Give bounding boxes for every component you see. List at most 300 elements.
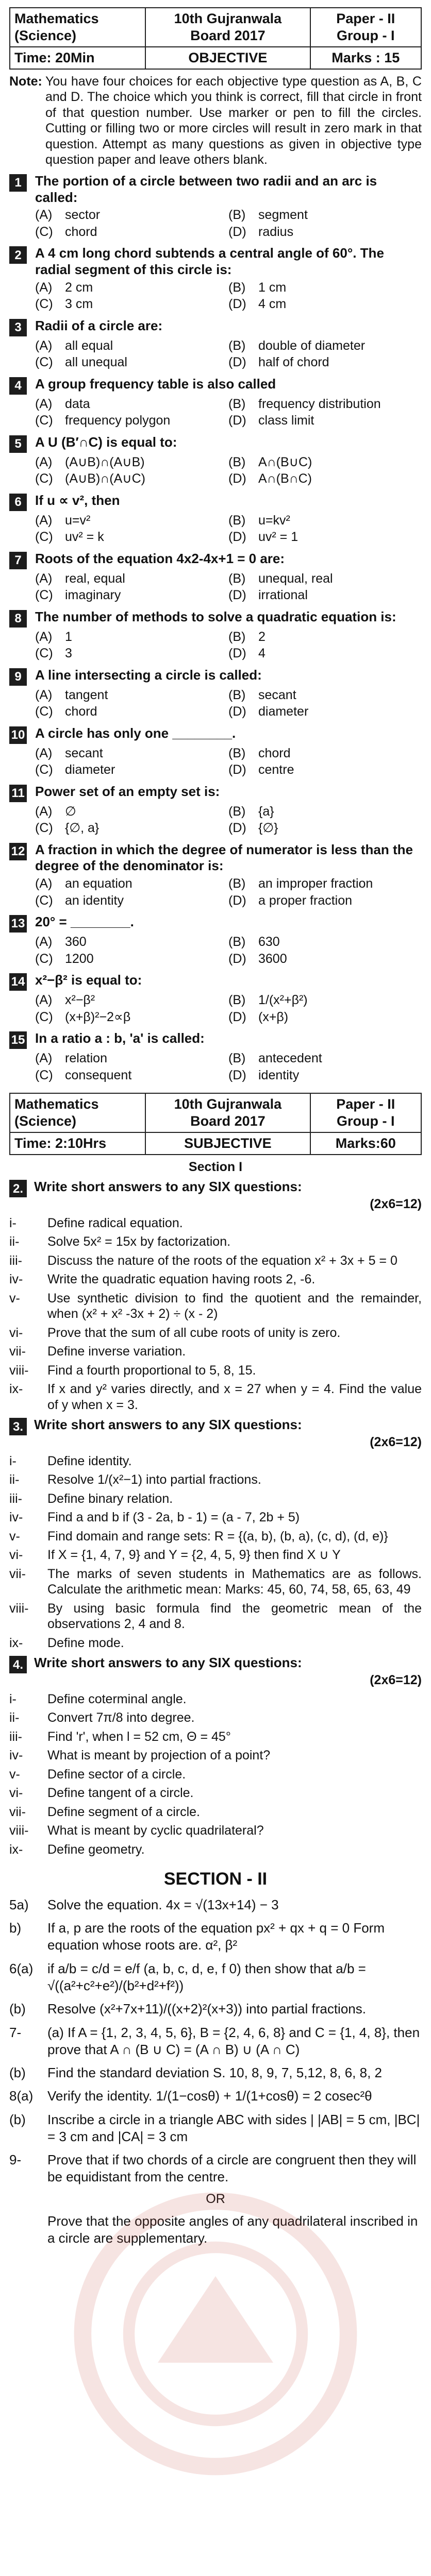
option[interactable] <box>35 454 228 471</box>
option-text: irrational <box>258 588 308 603</box>
short-question-item <box>9 1823 422 1839</box>
option-letter: (A) <box>35 876 53 891</box>
option[interactable] <box>35 934 228 951</box>
item-text: Resolve (x²+7x+11)/((x+2)²(x+3)) into partial fractions. <box>47 2001 366 2017</box>
option-text: 3 <box>65 646 72 661</box>
option-letter: (C) <box>35 530 53 545</box>
option-letter: (B) <box>228 993 246 1008</box>
mcq-options <box>35 279 422 313</box>
short-question-heading <box>9 1417 422 1435</box>
long-question-item <box>9 2213 422 2247</box>
short-question-item <box>9 1363 422 1379</box>
short-question-item <box>9 1729 422 1745</box>
item-text: If a, p are the roots of the equation px² + qx + q = 0 Form equation whose roots are. α², β² <box>47 1920 385 1953</box>
option[interactable] <box>35 207 228 224</box>
option[interactable] <box>228 224 422 241</box>
item-text: Prove that the sum of all cube roots of unity is zero. <box>47 1325 341 1340</box>
option[interactable] <box>35 587 228 604</box>
option-text: all unequal <box>65 355 127 370</box>
option-row <box>35 703 422 720</box>
mcq-stem <box>9 245 422 278</box>
question-text: A line intersecting a circle is called: <box>35 667 262 683</box>
option-text: segment <box>258 208 308 223</box>
item-number: 6(a) <box>9 1960 34 1976</box>
item-number: iv- <box>9 1748 23 1763</box>
option-letter: (B) <box>228 513 246 528</box>
marks-label: (2x6=12) <box>370 1197 422 1212</box>
option[interactable] <box>35 1009 228 1026</box>
option-letter: (B) <box>228 208 246 223</box>
option[interactable] <box>228 820 422 837</box>
option[interactable] <box>228 354 422 371</box>
question-text: Radii of a circle are: <box>35 317 163 333</box>
mcq-stem <box>9 318 422 336</box>
item-text: By using basic formula find the geometric mean of the observations 2, 4 and 8. <box>47 1601 422 1632</box>
option[interactable] <box>35 951 228 968</box>
mcq-stem <box>9 784 422 802</box>
short-question-item <box>9 1291 422 1322</box>
item-text: What is meant by cyclic quadrilateral? <box>47 1823 264 1838</box>
mcq-options <box>35 687 422 720</box>
option[interactable] <box>35 761 228 778</box>
long-question-item <box>9 2024 422 2059</box>
mcq-question <box>9 914 422 967</box>
option-letter: (C) <box>35 646 53 661</box>
option[interactable] <box>35 529 228 546</box>
option[interactable] <box>228 512 422 529</box>
item-text: If x and y² varies directly, and x = 27 when y = 4. Find the value of y when x = 3. <box>47 1382 422 1412</box>
option-row <box>35 412 422 429</box>
mcq-stem <box>9 434 422 453</box>
option[interactable] <box>228 892 422 909</box>
option-text: chord <box>65 224 97 239</box>
mcq-list <box>9 173 422 1083</box>
option[interactable] <box>35 470 228 487</box>
mcq-stem <box>9 842 422 874</box>
option-letter: (D) <box>228 1067 246 1082</box>
option-letter: (A) <box>35 935 53 950</box>
option-letter: (B) <box>228 396 246 411</box>
option-row <box>35 337 422 354</box>
option[interactable] <box>228 396 422 413</box>
mcq-options <box>35 512 422 546</box>
short-question-item <box>9 1453 422 1469</box>
option[interactable] <box>228 1067 422 1084</box>
option[interactable] <box>35 396 228 413</box>
option[interactable] <box>228 875 422 892</box>
long-question-item <box>9 1960 422 1995</box>
item-number: iv- <box>9 1272 23 1287</box>
item-number: iii- <box>9 1253 22 1268</box>
option-text: 1200 <box>65 951 94 966</box>
item-number: 9- <box>9 2152 22 2168</box>
item-text: Define coterminal angle. <box>47 1691 187 1706</box>
option-row <box>35 470 422 487</box>
option-row <box>35 875 422 892</box>
option-letter: (C) <box>35 893 53 908</box>
option-text: centre <box>258 762 294 777</box>
item-text: Solve 5x² = 15x by factorization. <box>47 1234 231 1249</box>
mcq-question <box>9 551 422 604</box>
mcq-options <box>35 934 422 967</box>
option-text: 360 <box>65 935 87 950</box>
option-letter: (D) <box>228 588 246 603</box>
mcq-stem <box>9 173 422 206</box>
item-number: ix- <box>9 1382 23 1397</box>
option-text: an equation <box>65 876 132 891</box>
item-text: Define mode. <box>47 1635 124 1650</box>
long-question-item <box>9 1920 422 1954</box>
option[interactable] <box>228 687 422 704</box>
option[interactable] <box>35 629 228 646</box>
mcq-question <box>9 842 422 909</box>
question-number: 12 <box>9 843 27 860</box>
option-text: a proper fraction <box>258 893 353 908</box>
option[interactable] <box>228 570 422 587</box>
option-text: 1 <box>65 629 72 644</box>
item-text: Define radical equation. <box>47 1215 183 1230</box>
option[interactable] <box>228 761 422 778</box>
option[interactable] <box>228 412 422 429</box>
option[interactable] <box>228 1009 422 1026</box>
item-text: Inscribe a circle in a triangle ABC with sides | |AB| = 5 cm, |BC| = 3 cm and |CA| = 3 cm <box>47 2111 420 2144</box>
option[interactable] <box>35 1067 228 1084</box>
option-letter: (A) <box>35 1051 53 1066</box>
option[interactable] <box>35 645 228 662</box>
option-letter: (A) <box>35 687 53 702</box>
question-number: 3 <box>9 319 27 336</box>
question-number: 13 <box>9 915 27 933</box>
option-row <box>35 570 422 587</box>
mcq-question <box>9 667 422 720</box>
option-letter: (D) <box>228 413 246 428</box>
item-number: i- <box>9 1215 16 1230</box>
mcq-options <box>35 207 422 240</box>
option-letter: (D) <box>228 1009 246 1024</box>
option-text: {∅} <box>258 821 278 836</box>
mcq-stem <box>9 725 422 744</box>
mcq-options <box>35 875 422 909</box>
mcq-question <box>9 609 422 662</box>
question-number: 4 <box>9 377 27 395</box>
header-type: SUBJECTIVE <box>145 1132 310 1155</box>
mcq-question <box>9 972 422 1025</box>
option-letter: (C) <box>35 1009 53 1024</box>
question-number: 11 <box>9 785 27 802</box>
option-text: diameter <box>65 762 115 777</box>
item-number: v- <box>9 1767 20 1782</box>
option[interactable] <box>35 892 228 909</box>
mcq-stem <box>9 667 422 686</box>
option[interactable] <box>35 820 228 837</box>
mcq-options <box>35 803 422 837</box>
option-letter: (D) <box>228 704 246 719</box>
option-text: diameter <box>258 704 309 719</box>
question-title: Write short answers to any SIX questions: <box>34 1179 302 1195</box>
short-question-item <box>9 1272 422 1287</box>
short-question-item <box>9 1785 422 1801</box>
option-text: x²−β² <box>65 993 95 1008</box>
option-row <box>35 396 422 413</box>
option-text: antecedent <box>258 1051 322 1066</box>
header-time: Time: 20Min <box>10 47 145 69</box>
option[interactable] <box>35 412 228 429</box>
item-text: Find the standard deviation S. 10, 8, 9, 7, 5,12, 8, 6, 8, 2 <box>47 2065 382 2081</box>
option-text: double of diameter <box>258 338 366 353</box>
option-letter: (C) <box>35 224 53 239</box>
item-text: What is meant by projection of a point? <box>47 1748 271 1763</box>
header-board: 10th Gujranwala Board 2017 <box>145 8 310 47</box>
option-text: half of chord <box>258 355 329 370</box>
option-letter: (D) <box>228 355 246 370</box>
option-text: 4 cm <box>258 297 287 312</box>
option-text: 3600 <box>258 951 287 966</box>
option-letter: (D) <box>228 893 246 908</box>
item-number: vi- <box>9 1325 23 1340</box>
option-letter: (A) <box>35 571 53 586</box>
marks-label: (2x6=12) <box>370 1435 422 1450</box>
option[interactable] <box>228 587 422 604</box>
option-text: tangent <box>65 687 108 702</box>
option-letter: (D) <box>228 951 246 966</box>
option-letter: (A) <box>35 396 53 411</box>
option-text: secant <box>258 687 296 702</box>
option-text: uv² = 1 <box>258 530 299 545</box>
option[interactable] <box>228 529 422 546</box>
option-letter: (A) <box>35 513 53 528</box>
option[interactable] <box>228 337 422 354</box>
option-text: (A∪B)∩(A∪C) <box>65 471 145 486</box>
option[interactable] <box>228 470 422 487</box>
option-row <box>35 892 422 909</box>
option-letter: (A) <box>35 280 53 295</box>
question-number: 2 <box>9 246 27 264</box>
option-text: uv² = k <box>65 530 104 545</box>
option[interactable] <box>228 629 422 646</box>
option-text: {∅, a} <box>65 821 100 836</box>
option-text: 3 cm <box>65 297 93 312</box>
mcq-stem <box>9 493 422 511</box>
option[interactable] <box>35 279 228 296</box>
short-question-item <box>9 1547 422 1563</box>
item-text: Find domain and range sets: R = {(a, b), (b, a), (c, d), (d, e)} <box>47 1529 388 1544</box>
option-text: imaginary <box>65 588 121 603</box>
option[interactable] <box>228 745 422 762</box>
header-type: OBJECTIVE <box>145 47 310 69</box>
option[interactable] <box>35 1050 228 1067</box>
option-letter: (A) <box>35 629 53 644</box>
option-row <box>35 745 422 762</box>
short-question-item <box>9 1325 422 1341</box>
option-letter: (B) <box>228 338 246 353</box>
item-text: Write the quadratic equation having roots 2, -6. <box>47 1272 316 1287</box>
option-letter: (D) <box>228 646 246 661</box>
option-row <box>35 687 422 704</box>
item-number: 7- <box>9 2024 22 2040</box>
option[interactable] <box>35 745 228 762</box>
option-text: 630 <box>258 935 280 950</box>
option[interactable] <box>35 337 228 354</box>
option-row <box>35 207 422 224</box>
mcq-stem <box>9 551 422 569</box>
question-text: Power set of an empty set is: <box>35 783 220 799</box>
option[interactable] <box>228 296 422 313</box>
option[interactable] <box>228 645 422 662</box>
item-text: The marks of seven students in Mathematics are as follows. Calculate the arithmetic mean: Marks: 45, 60, 74, 58, 65, 63, 49 <box>47 1566 422 1597</box>
question-text: If u ∝ v², then <box>35 492 120 508</box>
mcq-options <box>35 1050 422 1083</box>
mcq-stem <box>9 1030 422 1049</box>
mcq-question <box>9 245 422 312</box>
option-row <box>35 296 422 313</box>
header-paper: Paper - II Group - I <box>310 1093 421 1132</box>
short-questions <box>9 1179 422 1857</box>
option-text: u=v² <box>65 513 91 528</box>
option-letter: (C) <box>35 1067 53 1082</box>
question-text: A fraction in which the degree of numerator is less than the degree of the denominator is: <box>35 841 413 874</box>
option[interactable] <box>35 992 228 1009</box>
item-text: Define binary relation. <box>47 1491 173 1506</box>
option-row <box>35 629 422 646</box>
item-text: Prove that the opposite angles of any quadrilateral inscribed in a circle are supplementary. <box>47 2213 418 2246</box>
item-text: Prove that if two chords of a circle are congruent then they will be equidistant from the centre. <box>47 2152 417 2185</box>
option[interactable] <box>228 951 422 968</box>
item-text: (a) If A = {1, 2, 3, 4, 5, 6}, B = {2, 4, 6, 8} and C = {1, 4, 8}, then prove that A ∩ (B ∪ C) = (A ∩ B) ∪ (A ∩ C) <box>47 2024 420 2057</box>
item-text: Define inverse variation. <box>47 1344 186 1359</box>
mcq-question <box>9 493 422 546</box>
option[interactable] <box>228 1050 422 1067</box>
item-text: Define identity. <box>47 1453 132 1468</box>
short-question-item <box>9 1635 422 1651</box>
question-text: A group frequency table is also called <box>35 376 276 392</box>
option[interactable] <box>228 703 422 720</box>
question-number: 10 <box>9 726 27 744</box>
option-text: (x+β) <box>258 1009 289 1024</box>
question-text: In a ratio a : b, 'a' is called: <box>35 1030 205 1046</box>
item-number: iii- <box>9 1729 22 1744</box>
item-text: if a/b = c/d = e/f (a, b, c, d, e, f 0) then show that a/b = √((a²+c²+e²)/(b²+d²+f²)) <box>47 1960 366 1993</box>
option-text: {a} <box>258 804 274 819</box>
item-number: vi- <box>9 1548 23 1563</box>
option[interactable] <box>228 207 422 224</box>
option[interactable] <box>228 992 422 1009</box>
option-letter: (B) <box>228 804 246 819</box>
option-text: A∩(B∩C) <box>258 471 312 486</box>
mcq-options <box>35 992 422 1025</box>
item-text: Convert 7π/8 into degree. <box>47 1710 195 1725</box>
option-text: class limit <box>258 413 314 428</box>
option-text: consequent <box>65 1067 132 1082</box>
mcq-options <box>35 454 422 487</box>
short-question-item <box>9 1381 422 1413</box>
option-letter: (C) <box>35 471 53 486</box>
option-text: (x+β)²−2∝β <box>65 1009 131 1024</box>
option[interactable] <box>228 934 422 951</box>
short-question-item <box>9 1710 422 1726</box>
header-marks: Marks:60 <box>310 1132 421 1155</box>
option-letter: (A) <box>35 745 53 760</box>
long-question-item <box>9 2111 422 2146</box>
item-number: ix- <box>9 1842 23 1857</box>
long-question-item <box>9 2088 422 2105</box>
option-letter: (C) <box>35 355 53 370</box>
item-number: (b) <box>9 2001 26 2017</box>
mcq-options <box>35 745 422 778</box>
option[interactable] <box>35 296 228 313</box>
question-number: 7 <box>9 552 27 569</box>
option-letter: (B) <box>228 876 246 891</box>
question-number: 5 <box>9 435 27 453</box>
question-text: Roots of the equation 4x2-4x+1 = 0 are: <box>35 550 285 566</box>
long-question-item <box>9 2064 422 2081</box>
option-letter: (D) <box>228 530 246 545</box>
question-number: 8 <box>9 610 27 628</box>
option-row <box>35 1050 422 1067</box>
mcq-question <box>9 725 422 778</box>
mcq-options <box>35 396 422 429</box>
option-text: data <box>65 396 90 411</box>
question-number: 2. <box>9 1180 27 1197</box>
item-number: vii- <box>9 1804 26 1819</box>
option-text: unequal, real <box>258 571 333 586</box>
item-number: b) <box>9 1920 22 1936</box>
option[interactable] <box>228 279 422 296</box>
option[interactable] <box>228 803 422 820</box>
option[interactable] <box>35 703 228 720</box>
short-question-item <box>9 1510 422 1526</box>
item-text: Verify the identity. 1/(1−cosθ) + 1/(1+cosθ) = 2 cosec²θ <box>47 2088 372 2104</box>
option-letter: (C) <box>35 821 53 836</box>
item-number: ii- <box>9 1472 20 1487</box>
option-row <box>35 224 422 241</box>
option-row <box>35 1009 422 1026</box>
option[interactable] <box>228 454 422 471</box>
option[interactable] <box>35 512 228 529</box>
item-number: viii- <box>9 1823 29 1838</box>
option-text: radius <box>258 224 294 239</box>
short-question-item <box>9 1566 422 1598</box>
option-text: chord <box>65 704 97 719</box>
mcq-stem <box>9 914 422 933</box>
short-question-item <box>9 1804 422 1820</box>
mcq-stem <box>9 972 422 991</box>
long-question-item <box>9 2151 422 2186</box>
item-number: (b) <box>9 2065 26 2081</box>
item-number <box>9 2213 47 2247</box>
option-text: chord <box>258 745 291 760</box>
option[interactable] <box>35 875 228 892</box>
mcq-options <box>35 629 422 662</box>
short-question-heading <box>9 1179 422 1197</box>
question-text: The portion of a circle between two radii and an arc is called: <box>35 173 377 205</box>
option-row <box>35 934 422 951</box>
or-separator: OR <box>206 2191 225 2206</box>
option-row <box>35 1067 422 1084</box>
option-letter: (C) <box>35 413 53 428</box>
option[interactable] <box>35 803 228 820</box>
option[interactable] <box>35 224 228 241</box>
item-number: (b) <box>9 2111 26 2127</box>
question-text: 20° = ________. <box>35 914 134 930</box>
option-row <box>35 820 422 837</box>
option[interactable] <box>35 687 228 704</box>
option[interactable] <box>35 354 228 371</box>
question-number: 6 <box>9 494 27 511</box>
header-time: Time: 2:10Hrs <box>10 1132 145 1155</box>
option-letter: (B) <box>228 1051 246 1066</box>
option[interactable] <box>35 570 228 587</box>
item-number: v- <box>9 1291 20 1306</box>
